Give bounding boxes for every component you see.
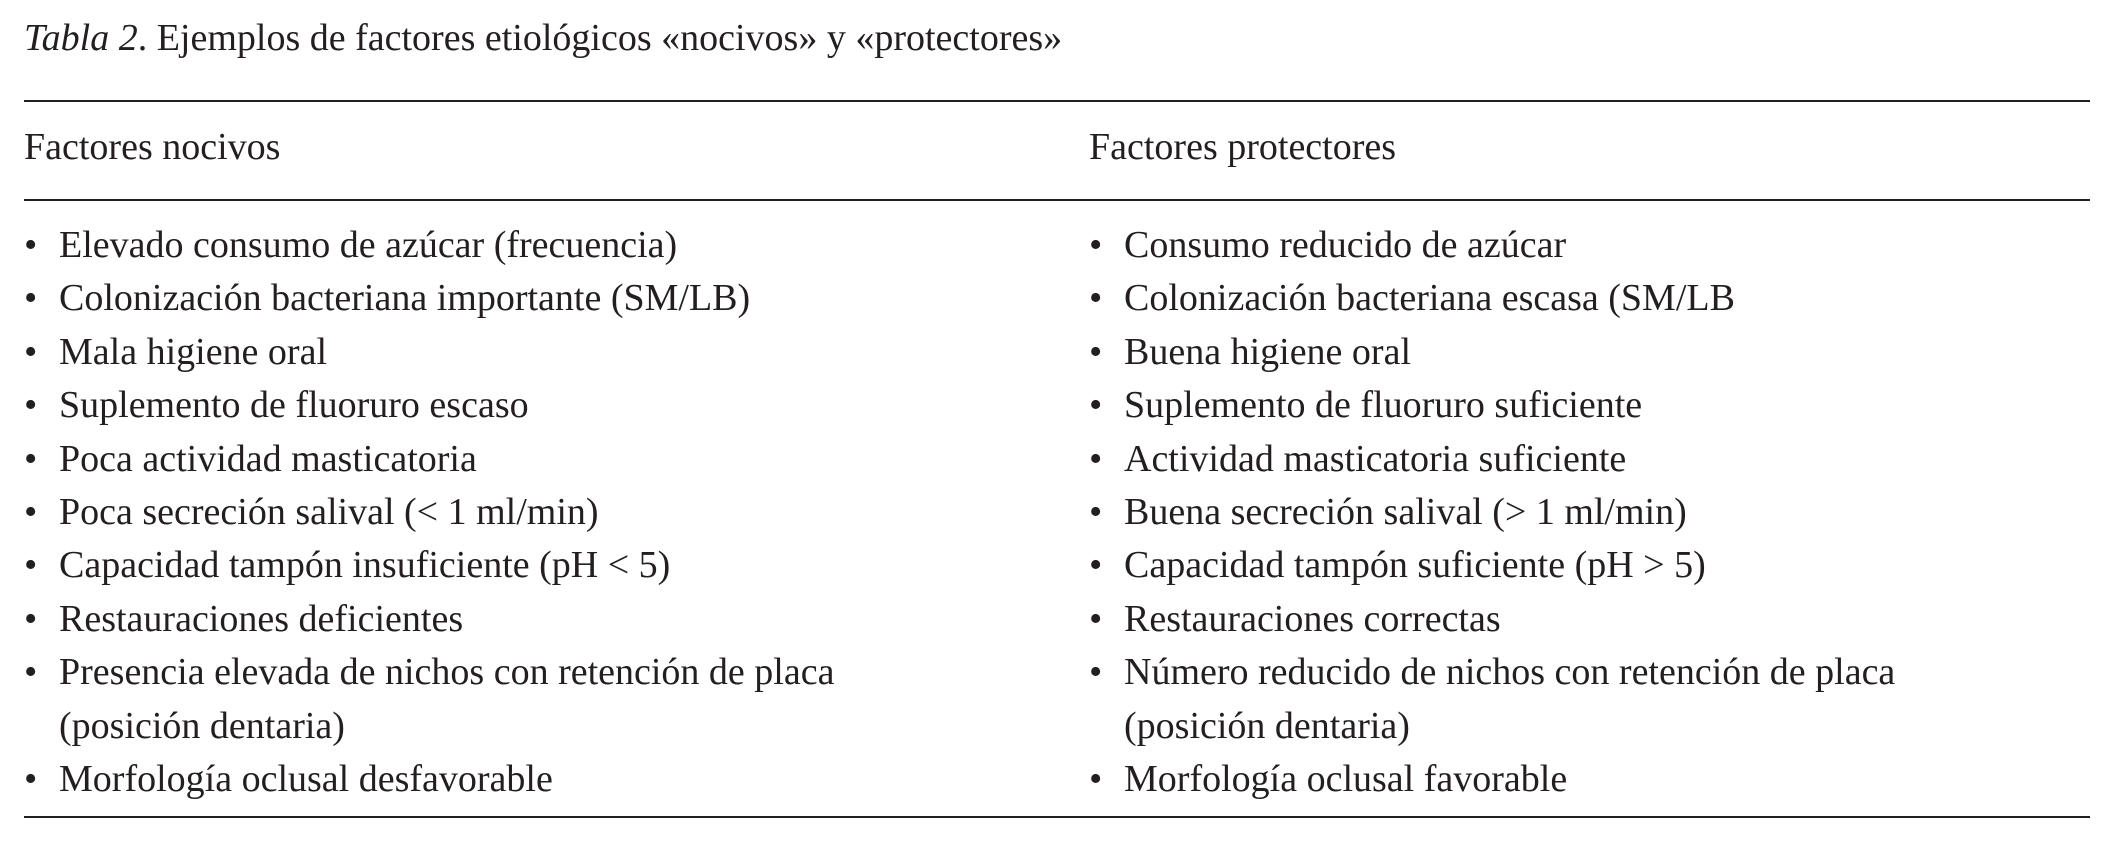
- bullet: •: [1089, 330, 1103, 373]
- list-item-text: Buena secreción salival (> 1 ml/min): [1124, 491, 1687, 534]
- bullet: •: [1089, 277, 1103, 320]
- table-caption-label: Tabla 2: [24, 17, 138, 59]
- bullet: •: [1089, 224, 1103, 266]
- table-caption-text: . Ejemplos de factores etiológicos «nocivos» y «protectores»: [137, 17, 1063, 59]
- bullet: •: [24, 651, 38, 694]
- list-item-text: Poca actividad masticatoria: [59, 437, 477, 480]
- list-item-text: Suplemento de fluoruro suficiente: [1124, 384, 1643, 427]
- bullet: •: [24, 544, 38, 587]
- list-item-text: Mala higiene oral: [59, 330, 328, 373]
- protective-factors-list: [1089, 219, 2079, 806]
- list-item: [1089, 326, 2079, 379]
- bullet: •: [1089, 437, 1103, 480]
- bullet: •: [24, 437, 38, 480]
- bullet: •: [1089, 758, 1103, 801]
- table-bottom-rule: [24, 816, 2090, 818]
- column-header-harmful: Factores nocivos: [24, 126, 281, 168]
- bullet: •: [24, 277, 38, 320]
- bullet: •: [24, 758, 38, 801]
- list-item-text: Colonización bacteriana escasa (SM/LB: [1124, 277, 1735, 320]
- list-item-text: Poca secreción salival (< 1 ml/min): [59, 491, 599, 534]
- list-item: [24, 486, 1044, 539]
- list-item: [1089, 646, 2079, 753]
- list-item-text: Capacidad tampón insuficiente (pH < 5): [59, 544, 671, 587]
- list-item-text: Colonización bacteriana importante (SM/LB): [59, 277, 751, 320]
- list-item-text: Capacidad tampón suficiente (pH > 5): [1124, 544, 1706, 587]
- list-item: [1089, 486, 2079, 539]
- list-item: [24, 539, 1044, 592]
- list-item-text: Morfología oclusal desfavorable: [59, 758, 553, 801]
- list-item-text: Número reducido de nichos con retención de placa (posición dentaria): [1124, 651, 1896, 747]
- table-top-rule: [24, 100, 2090, 102]
- list-item-text: Restauraciones correctas: [1124, 597, 1501, 640]
- bullet: •: [24, 384, 38, 427]
- bullet: •: [1089, 597, 1103, 640]
- list-item-text: Buena higiene oral: [1124, 330, 1412, 373]
- list-item: [1089, 379, 2079, 432]
- bullet: •: [1089, 491, 1103, 534]
- list-item: [24, 379, 1044, 432]
- list-item: [24, 593, 1044, 646]
- table-caption: [24, 14, 1062, 62]
- list-item: [24, 219, 1044, 272]
- list-item: [24, 753, 1044, 806]
- list-item: [24, 646, 1044, 753]
- list-item-text: Restauraciones deficientes: [59, 597, 464, 640]
- list-item: [1089, 539, 2079, 592]
- harmful-factors-list: [24, 219, 1044, 806]
- column-header-protective: Factores protectores: [1089, 126, 1397, 168]
- bullet: •: [1089, 384, 1103, 427]
- bullet: •: [1089, 651, 1103, 694]
- list-item: [24, 326, 1044, 379]
- list-item: [1089, 219, 2079, 272]
- list-item-text: Actividad masticatoria suficiente: [1124, 437, 1627, 480]
- bullet: •: [1089, 544, 1103, 587]
- list-item: [1089, 753, 2079, 806]
- bullet: •: [24, 330, 38, 373]
- list-item: [24, 433, 1044, 486]
- bullet: •: [24, 224, 38, 266]
- bullet: •: [24, 597, 38, 640]
- list-item: [24, 272, 1044, 325]
- list-item-text: Presencia elevada de nichos con retención de placa (posición dentaria): [59, 651, 835, 747]
- list-item-text: Morfología oclusal favorable: [1124, 758, 1568, 801]
- list-item-text: Elevado consumo de azúcar (frecuencia): [59, 224, 678, 266]
- table-header-rule: [24, 199, 2090, 201]
- list-item: [1089, 593, 2079, 646]
- bullet: •: [24, 491, 38, 534]
- list-item: [1089, 433, 2079, 486]
- list-item-text: Consumo reducido de azúcar: [1124, 224, 1567, 266]
- list-item-text: Suplemento de fluoruro escaso: [59, 384, 529, 427]
- list-item: [1089, 272, 2079, 325]
